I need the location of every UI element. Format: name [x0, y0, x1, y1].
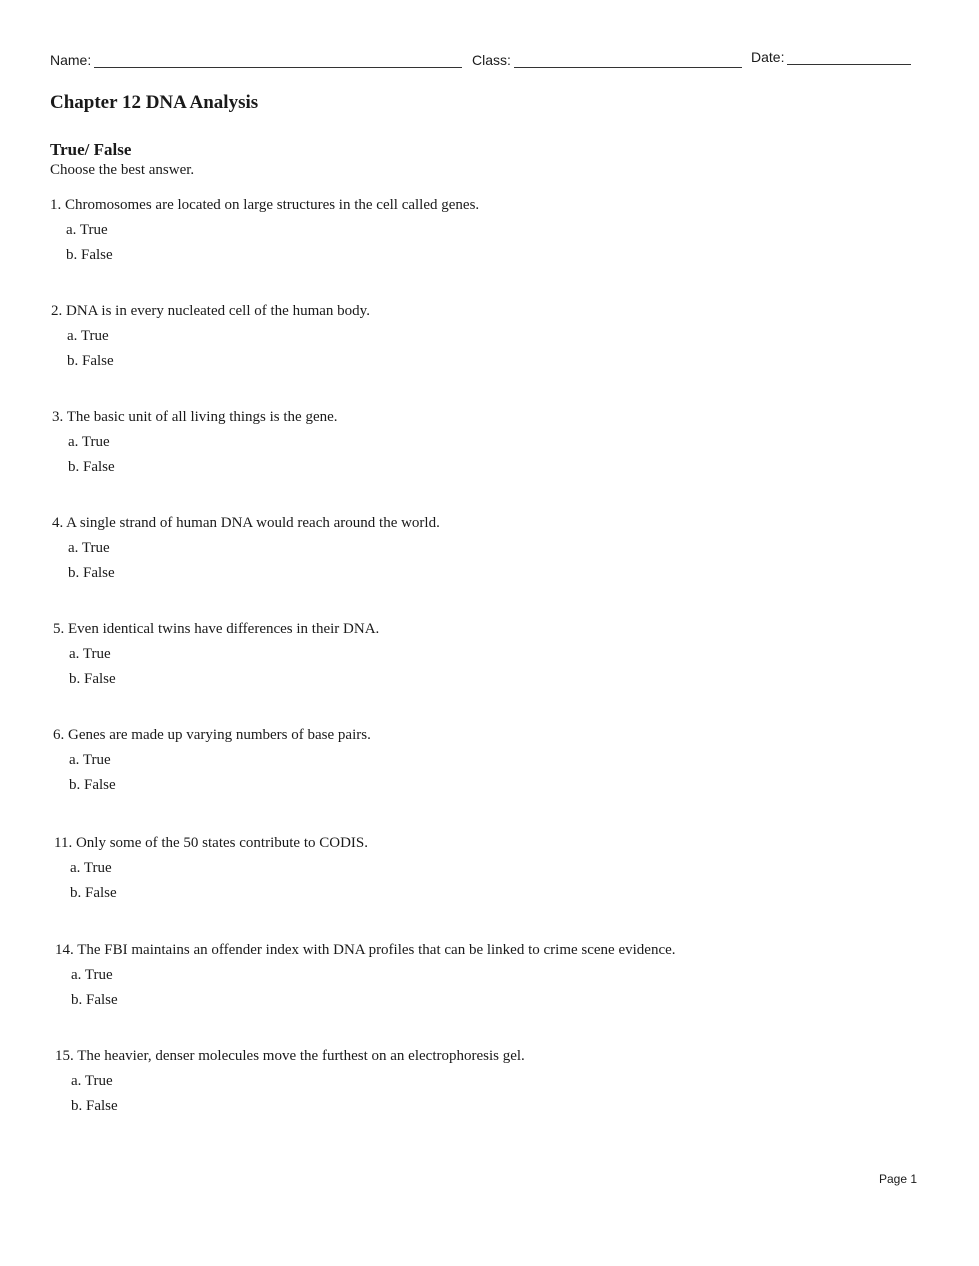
question-6 — [53, 723, 371, 798]
question-11 — [54, 831, 368, 906]
option-false[interactable]: b. False — [66, 247, 113, 263]
option-true[interactable]: a. True — [71, 967, 113, 983]
date-blank-line[interactable] — [787, 50, 911, 65]
option-true[interactable]: a. True — [68, 434, 110, 450]
class-label: Class: — [472, 52, 511, 68]
question-stem: 6. Genes are made up varying numbers of base pairs. — [53, 727, 371, 743]
question-15 — [55, 1044, 525, 1119]
date-label: Date: — [751, 49, 785, 65]
option-false[interactable]: b. False — [71, 992, 118, 1008]
option-true[interactable]: a. True — [69, 752, 111, 768]
question-stem: 4. A single strand of human DNA would reach around the world. — [52, 515, 440, 531]
name-label: Name: — [50, 52, 92, 68]
option-true[interactable]: a. True — [68, 540, 110, 556]
section-instructions: Choose the best answer. — [50, 162, 195, 178]
class-field[interactable] — [472, 52, 742, 68]
date-field[interactable] — [751, 49, 911, 65]
page-number: Page 1 — [879, 1172, 918, 1186]
question-stem: 14. The FBI maintains an offender index with DNA profiles that can be linked to crime scene evidence. — [55, 942, 676, 958]
question-stem: 2. DNA is in every nucleated cell of the human body. — [51, 303, 370, 319]
chapter-title: Chapter 12 DNA Analysis — [50, 92, 259, 113]
option-false[interactable]: b. False — [69, 671, 116, 687]
name-blank-line[interactable] — [94, 53, 462, 68]
option-false[interactable]: b. False — [67, 353, 114, 369]
question-2 — [51, 299, 370, 374]
question-stem: 11. Only some of the 50 states contribute to CODIS. — [54, 835, 368, 851]
question-4 — [52, 511, 440, 586]
question-stem: 3. The basic unit of all living things is the gene. — [52, 409, 338, 425]
option-true[interactable]: a. True — [67, 328, 109, 344]
option-false[interactable]: b. False — [69, 777, 116, 793]
class-blank-line[interactable] — [514, 53, 742, 68]
option-false[interactable]: b. False — [68, 459, 115, 475]
question-stem: 15. The heavier, denser molecules move the furthest on an electrophoresis gel. — [55, 1048, 525, 1064]
option-false[interactable]: b. False — [70, 885, 117, 901]
question-stem: 1. Chromosomes are located on large structures in the cell called genes. — [50, 197, 480, 213]
option-false[interactable]: b. False — [71, 1098, 118, 1114]
question-5 — [53, 617, 379, 692]
question-1 — [50, 193, 479, 268]
name-field[interactable] — [50, 52, 462, 68]
question-stem: 5. Even identical twins have differences in their DNA. — [53, 621, 380, 637]
section-title: True/ False — [50, 140, 132, 159]
question-14 — [55, 938, 676, 1013]
student-info-header — [50, 49, 919, 78]
option-true[interactable]: a. True — [71, 1073, 113, 1089]
option-true[interactable]: a. True — [66, 222, 108, 238]
option-true[interactable]: a. True — [69, 646, 111, 662]
question-3 — [52, 405, 338, 480]
option-false[interactable]: b. False — [68, 565, 115, 581]
option-true[interactable]: a. True — [70, 860, 112, 876]
